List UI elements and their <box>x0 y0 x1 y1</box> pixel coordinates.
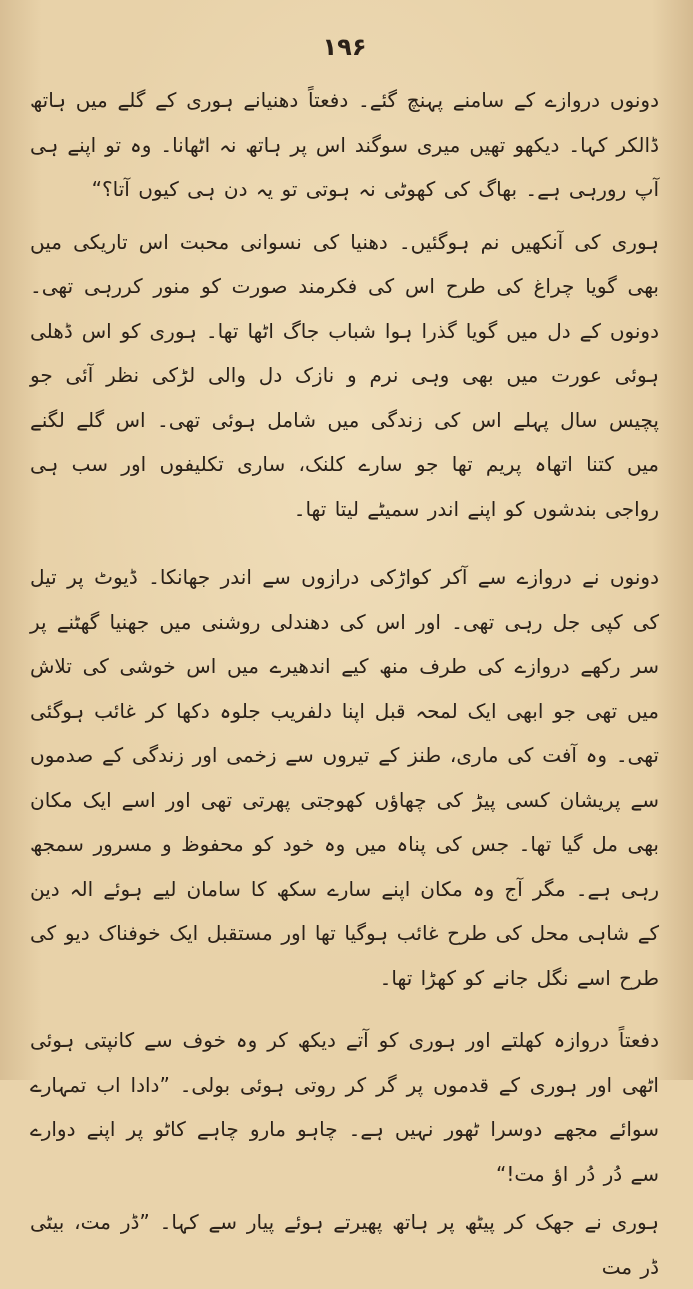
paragraph-hori-comforts: ہوری نے جھک کر پیٹھ پر ہاتھ پھیرتے ہوئے پیار سے کہا۔ ”ڈر مت، بیٹی ڈر مت <box>30 1210 659 1279</box>
page-body <box>30 78 659 1289</box>
paragraph-hori-emotion: ہوری کی آنکھیں نم ہوگئیں۔ دھنیا کی نسوانی محبت اس تاریکی میں بھی گویا چراغ کی طرح اس کی فکرمند صورت کو منور کررہی تھی۔ دونوں کے دل میں گویا گذرا ہوا شباب جاگ اٹھا تھا۔ ہوری کو اس ڈھلی ہوئی عورت میں بھی وہی نرم و نازک دل والی لڑکی نظر آئی جو پچیس سال پہلے اس کی زندگی میں شامل ہوئی تھی۔ اس گلے لگنے میں کتنا اتھاہ پریم تھا جو سارے کلنک، ساری تکلیفوں اور سب ہی رواجی بندشوں کو اپنے اندر سمیٹے لیتا تھا۔ <box>30 229 659 521</box>
paragraph-jhuniya-pleads: دفعتاً دروازہ کھلتے اور ہوری کو آتے دیکھ کر وہ خوف سے کانپتی ہوئی اٹھی اور ہوری کے قدموں پر گر کر روتی ہوئی بولی۔ ”دادا اب تمہارے سوائے مجھے دوسرا ٹھور نہیں ہے۔ چاہو مارو چاہے کاٹو پر اپنے دوارے سے دُر دُر اؤ مت!“ <box>30 1028 659 1186</box>
paragraph-jhuniya-inside: دونوں نے دروازے سے آکر کواڑکی درازوں سے اندر جھانکا۔ ڈیوٹ پر تیل کی کپی جل رہی تھی۔ اور اس کی دھندلی روشنی میں جھنیا گھٹنے پر سر رکھے دروازے کی طرف منھ کیے اندھیرے میں اس خوشی کی تلاش میں تھی جو ابھی ایک لمحہ قبل اپنا دلفریب جلوہ دکھا کر غائب ہوگئی تھی۔ وہ آفت کی ماری، طنز کے تیروں سے زخمی اور زندگی کے صدموں سے پریشان کسی پیڑ کی چھاؤں کھوجتی پھرتی تھی اور اسے ایک مکان بھی مل گیا تھا۔ جس کی پناہ میں وہ خود کو محفوظ و مسرور سمجھ رہی ہے۔ مگر آج وہ مکان اپنے سارے سکھ کا سامان لیے ہوئے الہ دین کے شاہی محل کی طرح غائب ہوگیا تھا اور مستقبل ایک خوفناک دیو کی طرح اسے نگل جانے کو کھڑا تھا۔ <box>30 565 659 990</box>
paragraph-embrace: دونوں دروازے کے سامنے پہنچ گئے۔ دفعتاً دھنیانے ہوری کے گلے میں ہاتھ ڈالکر کہا۔ دیکھو تھیں میری سوگند اس پر ہاتھ نہ اٹھانا۔ وہ تو اپنے ہی آپ رورہی ہے۔ بھاگ کی کھوٹی نہ ہوتی تو یہ دن ہی کیوں آتا؟“ <box>30 88 659 201</box>
page-number: ۱۹۶ <box>322 33 367 61</box>
